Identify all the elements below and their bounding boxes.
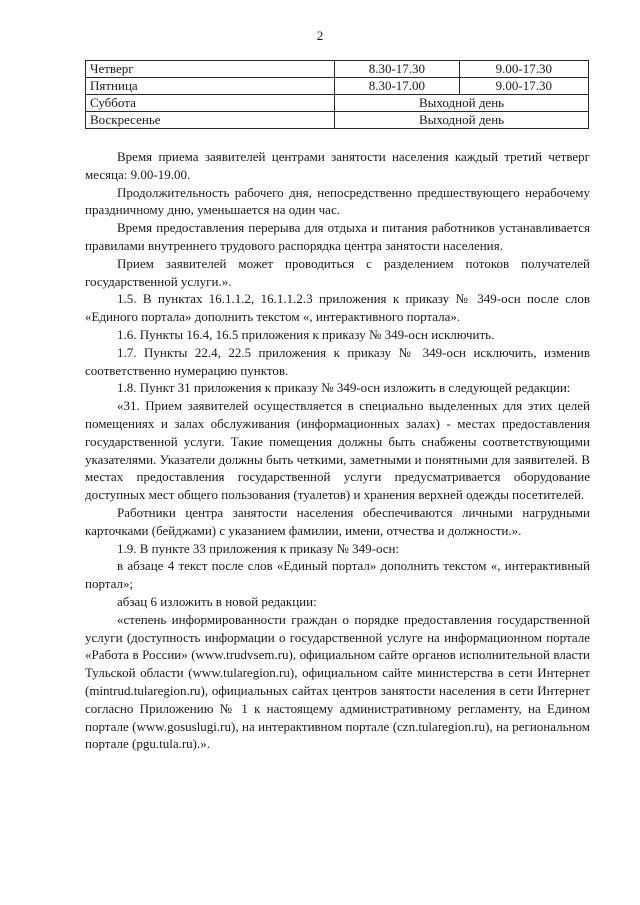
table-cell-merged: Выходной день [335,112,589,129]
paragraph: абзац 6 изложить в новой редакции: [117,593,317,609]
table-row [86,61,589,78]
paragraph: Время приема заявителей центрами занятости населения каждый третий четверг месяца: 9.00-19.00. [85,149,590,182]
paragraph: 1.9. В пункте 33 приложения к приказу № 349-осн: [117,540,400,556]
paragraph: 1.6. Пункты 16.4, 16.5 приложения к приказу № 349-осн исключить. [117,326,495,342]
paragraph: 1.8. Пункт 31 приложения к приказу № 349-осн изложить в следующей редакции: [117,380,571,396]
table-row [86,112,589,129]
table-cell-time: 8.30-17.30 [335,61,460,78]
table-cell-time: 8.30-17.00 [335,78,460,95]
page-number: 2 [316,28,324,43]
table-cell-day: Четверг [86,61,335,78]
paragraph: в абзаце 4 текст после слов «Единый портал» дополнить текстом «, интерактивный портал»; [85,558,590,592]
paragraph: 1.7. Пункты 22.4, 22.5 приложения к приказу № 349-осн исключить, изменив соответственно нумерацию пунктов. [85,344,590,378]
schedule-table [85,60,589,129]
table-row [86,78,589,95]
paragraph: «степень информированности граждан о порядке предоставления государственной услуги (доступность информации о государственной услуге на информационном портале «Работа в России» (www.trudvsem.ru), официальном сайте органов исполнительной власти Тульской области (www.tularegion.ru), официальном сайте министерства в сети Интернет (mintrud.tularegion.ru), официальных сайтах центров занятости населения в сети Интернет согласно Приложению № 1 к настоящему административному регламенту, на Едином портале (www.gosuslugi.ru), на интерактивном портале (czn.tularegion.ru), на региональном портале (pgu.tula.ru).». [85,611,590,752]
table-cell-day: Воскресенье [86,112,335,129]
paragraph: Время предоставления перерыва для отдыха и питания работников устанавливается правилами внутреннего трудового распорядка центра занятости населения. [85,220,590,253]
table-cell-time: 9.00-17.30 [459,78,588,95]
table-cell-merged: Выходной день [335,95,589,112]
paragraph: Работники центра занятости населения обеспечиваются личными нагрудными карточками (бейджами) с указанием фамилии, имени, отчества и должности.». [85,504,590,538]
table-cell-day: Пятница [86,78,335,95]
paragraph: Прием заявителей может проводиться с разделением потоков получателей государственной услуги.». [85,255,590,289]
paragraph: «31. Прием заявителей осуществляется в специально выделенных для этих целей помещениях и залах обслуживания (информационных залах) - местах предоставления государственной услуги. Такие помещения должны быть снабжены соответствующими указателями. Указатели должны быть четкими, заметными и понятными для заявителей. В местах предоставления государственной услуги предусматривается оборудование доступных мест общего пользования (туалетов) и хранения верхней одежды посетителей. [85,398,590,503]
table-cell-day: Суббота [86,95,335,112]
table-row [86,95,589,112]
document-body [85,148,590,753]
paragraph: 1.5. В пунктах 16.1.1.2, 16.1.1.2.3 приложения к приказу № 349-осн после слов «Единого портала» дополнить текстом «, интерактивного портала». [85,291,590,325]
paragraph: Продолжительность рабочего дня, непосредственно предшествующего нерабочему праздничному дню, уменьшается на один час. [85,184,590,218]
table-cell-time: 9.00-17.30 [459,61,588,78]
